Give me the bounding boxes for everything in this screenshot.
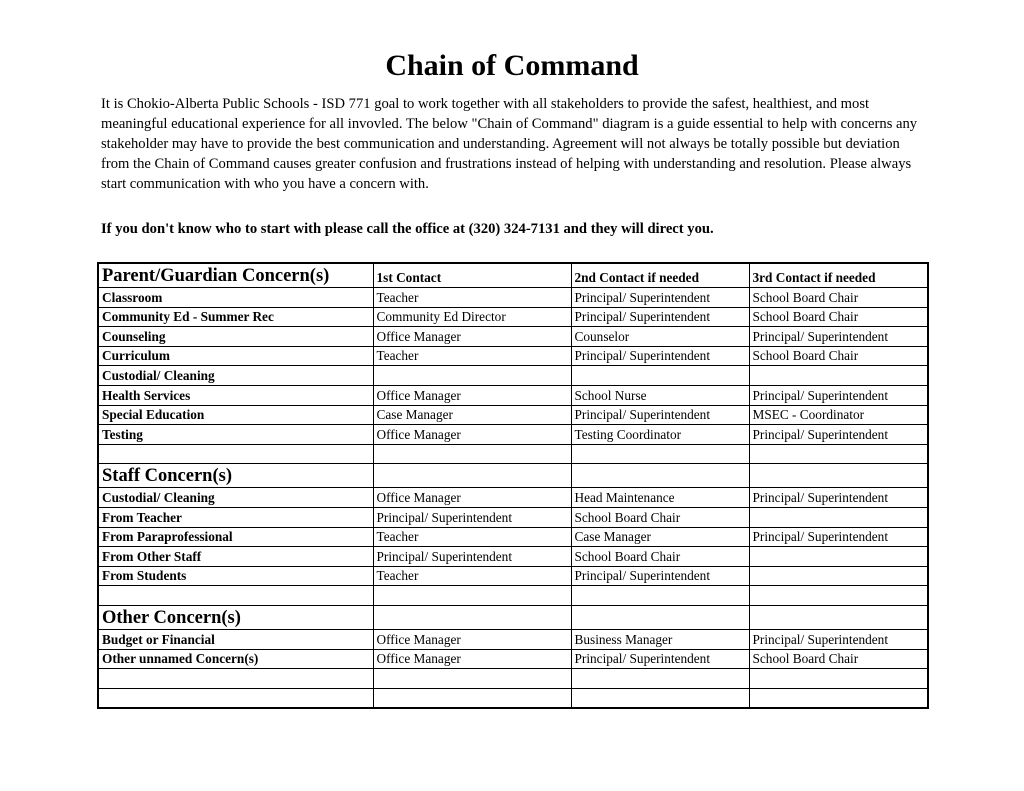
third-contact-cell: Principal/ Superintendent	[749, 527, 928, 547]
third-contact-cell: School Board Chair	[749, 307, 928, 327]
empty-cell	[571, 605, 749, 629]
parent-section-header-row	[98, 263, 928, 288]
first-contact-cell	[373, 366, 571, 386]
concern-cell: From Other Staff	[98, 547, 373, 567]
first-contact-cell: Teacher	[373, 346, 571, 366]
table-row	[98, 346, 928, 366]
concern-cell: Other unnamed Concern(s)	[98, 649, 373, 669]
second-contact-cell: Principal/ Superintendent	[571, 346, 749, 366]
second-contact-cell: Principal/ Superintendent	[571, 566, 749, 586]
first-contact-cell: Office Manager	[373, 488, 571, 508]
empty-cell	[373, 688, 571, 708]
table-row	[98, 547, 928, 567]
table-row	[98, 288, 928, 308]
third-contact-cell	[749, 366, 928, 386]
empty-cell	[571, 444, 749, 464]
first-contact-cell: Teacher	[373, 566, 571, 586]
empty-cell	[749, 605, 928, 629]
third-contact-cell	[749, 566, 928, 586]
empty-cell	[373, 669, 571, 689]
blank-row	[98, 586, 928, 606]
second-contact-cell	[571, 366, 749, 386]
blank-row	[98, 444, 928, 464]
concern-cell: Health Services	[98, 385, 373, 405]
second-contact-cell: School Board Chair	[571, 507, 749, 527]
second-contact-cell: Business Manager	[571, 629, 749, 649]
concern-cell: Custodial/ Cleaning	[98, 366, 373, 386]
table-row	[98, 527, 928, 547]
first-contact-cell: Community Ed Director	[373, 307, 571, 327]
table-row	[98, 629, 928, 649]
empty-cell	[749, 669, 928, 689]
concern-cell: Curriculum	[98, 346, 373, 366]
empty-cell	[571, 669, 749, 689]
third-contact-cell: Principal/ Superintendent	[749, 385, 928, 405]
second-contact-cell: School Board Chair	[571, 547, 749, 567]
table-row	[98, 405, 928, 425]
concern-cell: Custodial/ Cleaning	[98, 488, 373, 508]
first-contact-cell: Office Manager	[373, 425, 571, 445]
concern-cell: Community Ed - Summer Rec	[98, 307, 373, 327]
empty-cell	[373, 586, 571, 606]
second-contact-cell: Principal/ Superintendent	[571, 307, 749, 327]
third-contact-cell: Principal/ Superintendent	[749, 629, 928, 649]
empty-cell	[749, 586, 928, 606]
table-row	[98, 425, 928, 445]
third-contact-cell: Principal/ Superintendent	[749, 327, 928, 347]
empty-cell	[749, 444, 928, 464]
empty-cell	[571, 586, 749, 606]
first-contact-cell: Office Manager	[373, 327, 571, 347]
table-row	[98, 488, 928, 508]
staff-section-heading: Staff Concern(s)	[98, 464, 373, 488]
third-contact-cell: MSEC - Coordinator	[749, 405, 928, 425]
other-section-row	[98, 605, 928, 629]
first-contact-cell: Teacher	[373, 527, 571, 547]
second-contact-cell: Counselor	[571, 327, 749, 347]
empty-cell	[373, 605, 571, 629]
first-contact-header: 1st Contact	[373, 263, 571, 288]
table-body	[98, 263, 928, 708]
parent-section-heading: Parent/Guardian Concern(s)	[98, 263, 373, 288]
second-contact-cell: Testing Coordinator	[571, 425, 749, 445]
third-contact-cell: Principal/ Superintendent	[749, 425, 928, 445]
other-section-heading: Other Concern(s)	[98, 605, 373, 629]
second-contact-header: 2nd Contact if needed	[571, 263, 749, 288]
second-contact-cell: School Nurse	[571, 385, 749, 405]
second-contact-cell: Principal/ Superintendent	[571, 405, 749, 425]
intro-paragraph: It is Chokio-Alberta Public Schools - ISD 771 goal to work together with all stakeholders to provide the safest, healthiest, and most meaningful educational experience for all invovled. The below "Chain of Command" diagram is a guide essential to help with concerns any stakeholder may have to provide the best communication and understanding. Agreement will not always be totally possible but deviation from the Chain of Command causes greater confusion and frustrations instead of helping with understanding and resolution. Please always start communication with who you have a concern with.	[101, 96, 918, 192]
table-row	[98, 366, 928, 386]
first-contact-cell: Office Manager	[373, 649, 571, 669]
table-row	[98, 566, 928, 586]
empty-cell	[98, 669, 373, 689]
second-contact-cell: Case Manager	[571, 527, 749, 547]
empty-cell	[98, 688, 373, 708]
first-contact-cell: Principal/ Superintendent	[373, 507, 571, 527]
empty-cell	[98, 444, 373, 464]
first-contact-cell: Case Manager	[373, 405, 571, 425]
empty-cell	[98, 586, 373, 606]
third-contact-cell: Principal/ Superintendent	[749, 488, 928, 508]
office-callout: If you don't know who to start with please call the office at (320) 324-7131 and they will direct you.	[101, 221, 714, 237]
concern-cell: Testing	[98, 425, 373, 445]
concern-cell: Classroom	[98, 288, 373, 308]
third-contact-cell	[749, 547, 928, 567]
concern-cell: From Students	[98, 566, 373, 586]
third-contact-cell: School Board Chair	[749, 346, 928, 366]
page-title: Chain of Command	[385, 49, 639, 82]
concern-cell: Counseling	[98, 327, 373, 347]
table-row	[98, 385, 928, 405]
table-row	[98, 307, 928, 327]
concern-cell: Special Education	[98, 405, 373, 425]
blank-row	[98, 669, 928, 689]
first-contact-cell: Teacher	[373, 288, 571, 308]
first-contact-cell: Office Manager	[373, 385, 571, 405]
third-contact-header: 3rd Contact if needed	[749, 263, 928, 288]
chain-of-command-table	[97, 262, 929, 709]
blank-row	[98, 688, 928, 708]
second-contact-cell: Head Maintenance	[571, 488, 749, 508]
third-contact-cell	[749, 507, 928, 527]
concern-cell: Budget or Financial	[98, 629, 373, 649]
table-row	[98, 649, 928, 669]
table-row	[98, 507, 928, 527]
second-contact-cell: Principal/ Superintendent	[571, 649, 749, 669]
staff-section-row	[98, 464, 928, 488]
concern-cell: From Paraprofessional	[98, 527, 373, 547]
empty-cell	[749, 464, 928, 488]
empty-cell	[749, 688, 928, 708]
third-contact-cell: School Board Chair	[749, 288, 928, 308]
second-contact-cell: Principal/ Superintendent	[571, 288, 749, 308]
first-contact-cell: Principal/ Superintendent	[373, 547, 571, 567]
empty-cell	[571, 688, 749, 708]
empty-cell	[373, 444, 571, 464]
empty-cell	[373, 464, 571, 488]
empty-cell	[571, 464, 749, 488]
table-row	[98, 327, 928, 347]
concern-cell: From Teacher	[98, 507, 373, 527]
third-contact-cell: School Board Chair	[749, 649, 928, 669]
first-contact-cell: Office Manager	[373, 629, 571, 649]
